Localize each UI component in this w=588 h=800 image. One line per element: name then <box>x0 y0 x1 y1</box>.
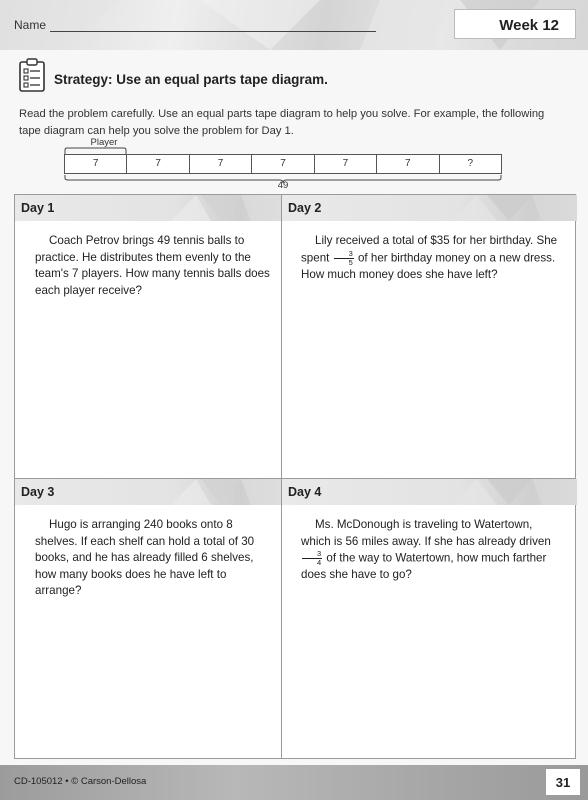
instructions-text: Read the problem carefully. Use an equal parts tape diagram to help you solve. For example, the following tape diagram can help you solve the problem for Day 1. <box>19 108 545 137</box>
problem-text-part: of her birthday money on a new dress. How much money does she have left? <box>301 251 556 281</box>
tape-cell: 7 <box>252 155 314 173</box>
day-header <box>282 479 577 505</box>
day-header <box>15 479 281 505</box>
day-header <box>15 195 281 221</box>
fraction-denominator: 4 <box>317 558 322 568</box>
checklist-icon <box>18 58 46 92</box>
tape-cell: 7 <box>377 155 439 173</box>
day-label: Day 3 <box>21 485 55 499</box>
week-label: Week 12 <box>499 17 559 34</box>
day-header <box>282 195 577 221</box>
tape-total-label: 49 <box>277 180 289 191</box>
day-4-panel[interactable] <box>282 479 577 760</box>
tape-cell: 7 <box>315 155 377 173</box>
tape-cell: ? <box>467 158 474 169</box>
problem-text-part: Lily received a total of $35 for her birthday. She spent <box>301 234 558 265</box>
day-label: Day 1 <box>21 201 55 215</box>
problem-text: Coach Petrov brings 49 tennis balls to practice. He distributes them evenly to the team's 7 players. How many tennis balls does each player receive? <box>35 234 270 297</box>
strategy-title: Strategy: Use an equal parts tape diagram. <box>54 72 328 87</box>
page-number: 31 <box>555 775 571 790</box>
footer-code: CD-105012 • © Carson-Dellosa <box>14 776 147 787</box>
problem-text-part: Ms. McDonough is traveling to Watertown, which is 56 miles away. If she has already driven <box>301 518 551 548</box>
page-number-box <box>546 769 580 795</box>
week-badge <box>454 9 576 39</box>
tape-diagram <box>64 154 502 174</box>
problem-text: Hugo is arranging 240 books onto 8 shelves. If each shelf can hold a total of 30 books, and he has already filled 6 shelves, how many books does he have left to arrange? <box>35 518 255 598</box>
name-field[interactable] <box>50 31 376 32</box>
tape-cell: 7 <box>127 155 189 173</box>
day-2-panel[interactable] <box>282 195 577 478</box>
day-3-panel[interactable] <box>15 479 281 760</box>
fraction <box>334 250 354 267</box>
problems-grid <box>14 194 576 759</box>
fraction-numerator: 3 <box>334 250 354 259</box>
name-label: Name <box>14 18 47 32</box>
footer-bar <box>0 765 588 800</box>
fraction-denominator: 5 <box>348 257 353 267</box>
day-label: Day 4 <box>288 485 322 499</box>
fraction-numerator: 3 <box>302 550 322 559</box>
problem-text-part: of the way to Watertown, how much farther does she have to go? <box>301 551 547 582</box>
day-label: Day 2 <box>288 201 322 215</box>
day-1-panel[interactable] <box>15 195 281 478</box>
problem-text <box>301 517 563 584</box>
tape-cell: 7 <box>190 155 252 173</box>
tape-part-label: Player <box>90 137 118 148</box>
fraction <box>302 550 322 567</box>
header-banner <box>0 0 588 50</box>
problem-text <box>301 233 563 283</box>
tape-cell: 7 <box>65 155 127 173</box>
